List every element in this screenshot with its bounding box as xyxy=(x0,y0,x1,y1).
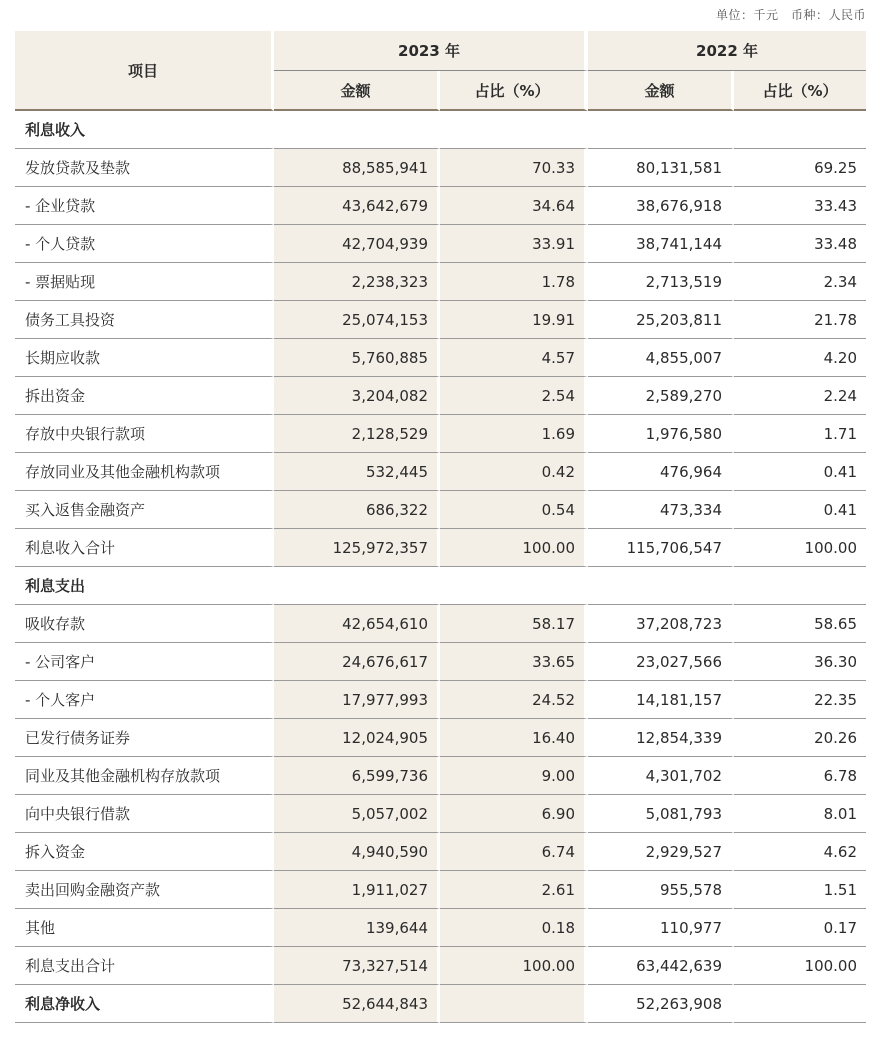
row-label: 已发行债务证券 xyxy=(15,719,274,757)
amount-2022: 4,301,702 xyxy=(588,757,734,795)
ratio-2023: 0.18 xyxy=(440,909,588,947)
amount-2023: 24,676,617 xyxy=(274,643,440,681)
ratio-2022: 21.78 xyxy=(734,301,866,339)
row-label: 长期应收款 xyxy=(15,339,274,377)
cell-empty xyxy=(734,567,866,605)
amount-2023: 43,642,679 xyxy=(274,187,440,225)
row-label: - 个人贷款 xyxy=(15,225,274,263)
amount-2023: 4,940,590 xyxy=(274,833,440,871)
amount-2022: 12,854,339 xyxy=(588,719,734,757)
ratio-2023: 6.90 xyxy=(440,795,588,833)
amount-2023: 2,128,529 xyxy=(274,415,440,453)
ratio-2022: 100.00 xyxy=(734,947,866,985)
table-row xyxy=(15,795,866,833)
table-row xyxy=(15,605,866,643)
amount-2023: 52,644,843 xyxy=(274,985,440,1023)
row-label: 存放中央银行款项 xyxy=(15,415,274,453)
header-amount-2023: 金额 xyxy=(274,71,440,111)
amount-2022: 955,578 xyxy=(588,871,734,909)
amount-2023: 125,972,357 xyxy=(274,529,440,567)
amount-2023: 88,585,941 xyxy=(274,149,440,187)
table-row xyxy=(15,529,866,567)
row-label: 债务工具投资 xyxy=(15,301,274,339)
amount-2022: 25,203,811 xyxy=(588,301,734,339)
ratio-2023: 2.61 xyxy=(440,871,588,909)
section-row xyxy=(15,111,866,149)
header-amount-2022: 金额 xyxy=(588,71,734,111)
table-row xyxy=(15,871,866,909)
ratio-2023: 1.78 xyxy=(440,263,588,301)
row-label: - 个人客户 xyxy=(15,681,274,719)
row-label: 利息支出 xyxy=(15,567,274,605)
amount-2023: 6,599,736 xyxy=(274,757,440,795)
cell-empty xyxy=(588,567,734,605)
ratio-2022 xyxy=(734,985,866,1023)
table-row xyxy=(15,985,866,1023)
row-label: 拆出资金 xyxy=(15,377,274,415)
table-row xyxy=(15,681,866,719)
ratio-2022: 8.01 xyxy=(734,795,866,833)
ratio-2023: 33.65 xyxy=(440,643,588,681)
table-row xyxy=(15,377,866,415)
table-row xyxy=(15,339,866,377)
table-row xyxy=(15,263,866,301)
section-row xyxy=(15,567,866,605)
amount-2023: 5,760,885 xyxy=(274,339,440,377)
amount-2022: 23,027,566 xyxy=(588,643,734,681)
table-row xyxy=(15,149,866,187)
ratio-2022: 1.71 xyxy=(734,415,866,453)
header-year-2022: 2022 年 xyxy=(588,31,866,71)
amount-2023: 3,204,082 xyxy=(274,377,440,415)
row-label: 利息收入 xyxy=(15,111,274,149)
interest-income-table xyxy=(15,31,866,1023)
table-row xyxy=(15,719,866,757)
amount-2022: 473,334 xyxy=(588,491,734,529)
ratio-2022: 22.35 xyxy=(734,681,866,719)
table-body xyxy=(15,111,866,1023)
table-row xyxy=(15,757,866,795)
amount-2023: 1,911,027 xyxy=(274,871,440,909)
ratio-2023: 24.52 xyxy=(440,681,588,719)
row-label: 发放贷款及垫款 xyxy=(15,149,274,187)
ratio-2022: 2.24 xyxy=(734,377,866,415)
table-row xyxy=(15,643,866,681)
ratio-2023: 19.91 xyxy=(440,301,588,339)
ratio-2022: 0.41 xyxy=(734,453,866,491)
amount-2023: 2,238,323 xyxy=(274,263,440,301)
amount-2022: 476,964 xyxy=(588,453,734,491)
row-label: 吸收存款 xyxy=(15,605,274,643)
ratio-2022: 4.62 xyxy=(734,833,866,871)
unit-note: 单位：千元 币种：人民币 xyxy=(715,8,866,22)
ratio-2023 xyxy=(440,985,588,1023)
amount-2023: 42,654,610 xyxy=(274,605,440,643)
ratio-2023: 34.64 xyxy=(440,187,588,225)
table-row xyxy=(15,947,866,985)
ratio-2022: 69.25 xyxy=(734,149,866,187)
ratio-2022: 100.00 xyxy=(734,529,866,567)
amount-2022: 38,741,144 xyxy=(588,225,734,263)
amount-2022: 63,442,639 xyxy=(588,947,734,985)
amount-2022: 4,855,007 xyxy=(588,339,734,377)
ratio-2023: 6.74 xyxy=(440,833,588,871)
ratio-2023: 2.54 xyxy=(440,377,588,415)
table-row xyxy=(15,187,866,225)
table-row xyxy=(15,453,866,491)
cell-empty xyxy=(588,111,734,149)
ratio-2022: 0.17 xyxy=(734,909,866,947)
ratio-2023: 100.00 xyxy=(440,947,588,985)
amount-2023: 73,327,514 xyxy=(274,947,440,985)
ratio-2023: 16.40 xyxy=(440,719,588,757)
ratio-2022: 4.20 xyxy=(734,339,866,377)
ratio-2023: 0.42 xyxy=(440,453,588,491)
row-label: 其他 xyxy=(15,909,274,947)
ratio-2023: 70.33 xyxy=(440,149,588,187)
table-row xyxy=(15,491,866,529)
header-year-2023: 2023 年 xyxy=(274,31,588,71)
amount-2023: 17,977,993 xyxy=(274,681,440,719)
amount-2022: 37,208,723 xyxy=(588,605,734,643)
ratio-2023: 1.69 xyxy=(440,415,588,453)
amount-2022: 52,263,908 xyxy=(588,985,734,1023)
ratio-2022: 6.78 xyxy=(734,757,866,795)
ratio-2022: 58.65 xyxy=(734,605,866,643)
cell-empty xyxy=(274,567,440,605)
row-label: 向中央银行借款 xyxy=(15,795,274,833)
row-label: 利息支出合计 xyxy=(15,947,274,985)
ratio-2022: 20.26 xyxy=(734,719,866,757)
row-label: 拆入资金 xyxy=(15,833,274,871)
row-label: 同业及其他金融机构存放款项 xyxy=(15,757,274,795)
ratio-2023: 0.54 xyxy=(440,491,588,529)
ratio-2022: 2.34 xyxy=(734,263,866,301)
amount-2023: 12,024,905 xyxy=(274,719,440,757)
row-label: 利息净收入 xyxy=(15,985,274,1023)
row-label: 卖出回购金融资产款 xyxy=(15,871,274,909)
row-label: 存放同业及其他金融机构款项 xyxy=(15,453,274,491)
ratio-2022: 1.51 xyxy=(734,871,866,909)
ratio-2023: 9.00 xyxy=(440,757,588,795)
row-label: - 票据贴现 xyxy=(15,263,274,301)
amount-2023: 139,644 xyxy=(274,909,440,947)
amount-2022: 110,977 xyxy=(588,909,734,947)
ratio-2022: 33.43 xyxy=(734,187,866,225)
table-row xyxy=(15,225,866,263)
amount-2023: 25,074,153 xyxy=(274,301,440,339)
amount-2022: 5,081,793 xyxy=(588,795,734,833)
header-ratio-2022: 占比（%） xyxy=(734,71,866,111)
amount-2022: 80,131,581 xyxy=(588,149,734,187)
row-label: 利息收入合计 xyxy=(15,529,274,567)
amount-2023: 532,445 xyxy=(274,453,440,491)
ratio-2023: 4.57 xyxy=(440,339,588,377)
ratio-2022: 36.30 xyxy=(734,643,866,681)
table-row xyxy=(15,909,866,947)
table-row xyxy=(15,301,866,339)
amount-2023: 686,322 xyxy=(274,491,440,529)
table-row xyxy=(15,833,866,871)
header-ratio-2023: 占比（%） xyxy=(440,71,588,111)
amount-2022: 14,181,157 xyxy=(588,681,734,719)
row-label: 买入返售金融资产 xyxy=(15,491,274,529)
amount-2022: 2,929,527 xyxy=(588,833,734,871)
amount-2022: 38,676,918 xyxy=(588,187,734,225)
table-row xyxy=(15,415,866,453)
amount-2022: 2,589,270 xyxy=(588,377,734,415)
ratio-2023: 33.91 xyxy=(440,225,588,263)
cell-empty xyxy=(440,567,588,605)
row-label: - 公司客户 xyxy=(15,643,274,681)
row-label: - 企业贷款 xyxy=(15,187,274,225)
cell-empty xyxy=(274,111,440,149)
ratio-2022: 0.41 xyxy=(734,491,866,529)
cell-empty xyxy=(440,111,588,149)
amount-2022: 2,713,519 xyxy=(588,263,734,301)
ratio-2023: 100.00 xyxy=(440,529,588,567)
amount-2023: 42,704,939 xyxy=(274,225,440,263)
amount-2022: 1,976,580 xyxy=(588,415,734,453)
ratio-2022: 33.48 xyxy=(734,225,866,263)
amount-2022: 115,706,547 xyxy=(588,529,734,567)
cell-empty xyxy=(734,111,866,149)
amount-2023: 5,057,002 xyxy=(274,795,440,833)
header-item: 项目 xyxy=(15,31,274,111)
ratio-2023: 58.17 xyxy=(440,605,588,643)
